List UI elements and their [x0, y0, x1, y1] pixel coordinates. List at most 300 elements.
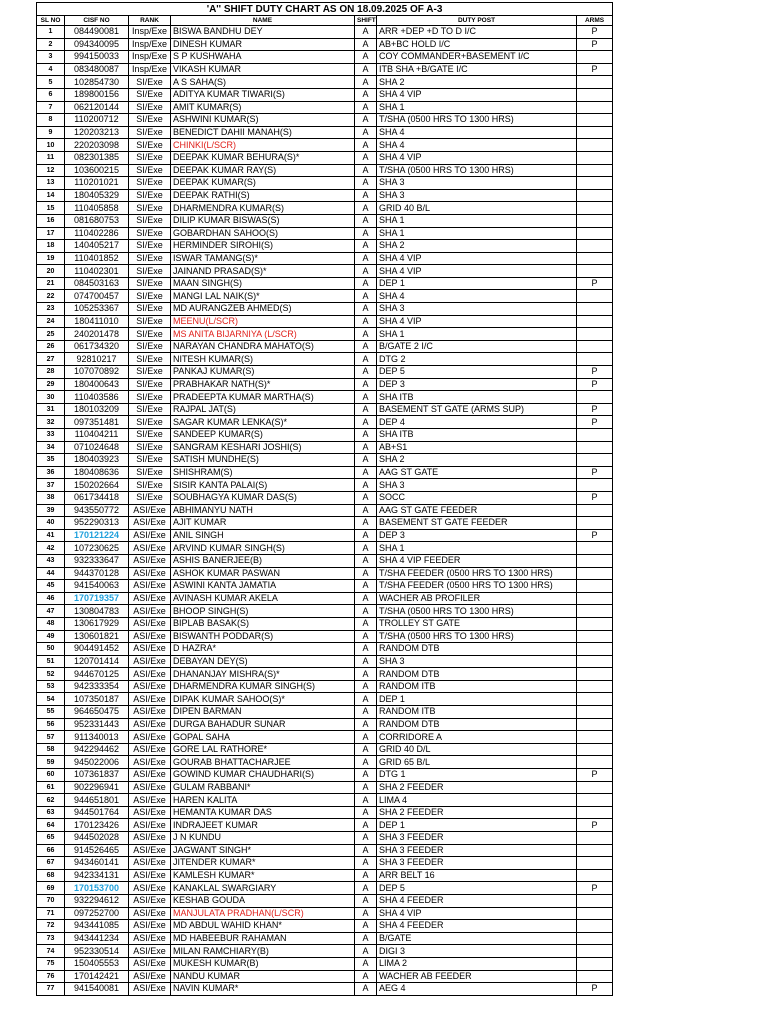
sl-no-cell: 19 — [37, 252, 65, 265]
rank-cell: ASI/Exe — [129, 605, 171, 618]
chart-title: 'A'' SHIFT DUTY CHART AS ON 18.09.2025 OF A-3 — [37, 3, 613, 16]
table-row — [37, 529, 613, 542]
shift-cell: A — [355, 328, 377, 341]
rank-cell: ASI/Exe — [129, 580, 171, 593]
arms-cell — [577, 290, 613, 303]
name-cell: DEBAYAN DEY(S) — [171, 655, 355, 668]
sl-no-cell: 52 — [37, 668, 65, 681]
cisf-no-cell: 942334131 — [65, 869, 129, 882]
sl-no-cell: 48 — [37, 617, 65, 630]
name-cell: SANGRAM KESHARI JOSHI(S) — [171, 441, 355, 454]
duty-post-cell: WACHER AB PROFILER — [377, 592, 577, 605]
rank-cell: ASI/Exe — [129, 932, 171, 945]
sl-no-cell: 74 — [37, 945, 65, 958]
table-row — [37, 454, 613, 467]
duty-post-cell: T/SHA (0500 HRS TO 1300 HRS) — [377, 605, 577, 618]
rank-cell: SI/Exe — [129, 303, 171, 316]
sl-no-cell: 11 — [37, 151, 65, 164]
header-arms: ARMS — [577, 16, 613, 26]
shift-cell: A — [355, 706, 377, 719]
table-row — [37, 932, 613, 945]
rank-cell: ASI/Exe — [129, 819, 171, 832]
table-row — [37, 718, 613, 731]
shift-cell: A — [355, 668, 377, 681]
rank-cell: SI/Exe — [129, 340, 171, 353]
duty-post-cell: TROLLEY ST GATE — [377, 617, 577, 630]
sl-no-cell: 51 — [37, 655, 65, 668]
sl-no-cell: 44 — [37, 567, 65, 580]
arms-cell — [577, 479, 613, 492]
cisf-no-cell: 240201478 — [65, 328, 129, 341]
arms-cell — [577, 894, 613, 907]
name-cell: GULAM RABBANI* — [171, 781, 355, 794]
duty-post-cell: SHA ITB — [377, 429, 577, 442]
duty-post-cell: AEG 4 — [377, 983, 577, 996]
duty-post-cell: SHA 4 FEEDER — [377, 920, 577, 933]
name-cell: ABHIMANYU NATH — [171, 504, 355, 517]
arms-cell — [577, 920, 613, 933]
shift-cell: A — [355, 202, 377, 215]
table-row — [37, 794, 613, 807]
duty-post-cell: SHA 4 FEEDER — [377, 894, 577, 907]
arms-cell — [577, 970, 613, 983]
cisf-no-cell: 942333354 — [65, 680, 129, 693]
shift-cell: A — [355, 366, 377, 379]
shift-cell: A — [355, 240, 377, 253]
arms-cell — [577, 781, 613, 794]
name-cell: ASHOK KUMAR PASWAN — [171, 567, 355, 580]
sl-no-cell: 40 — [37, 517, 65, 530]
shift-cell: A — [355, 655, 377, 668]
duty-post-cell: DEP 3 — [377, 529, 577, 542]
arms-cell: P — [577, 63, 613, 76]
sl-no-cell: 57 — [37, 731, 65, 744]
rank-cell: ASI/Exe — [129, 554, 171, 567]
shift-cell: A — [355, 932, 377, 945]
rank-cell: ASI/Exe — [129, 567, 171, 580]
duty-post-cell: RANDOM ITB — [377, 706, 577, 719]
sl-no-cell: 21 — [37, 277, 65, 290]
header-shift: SHIFT — [355, 16, 377, 26]
rank-cell: ASI/Exe — [129, 769, 171, 782]
name-cell: HAREN KALITA — [171, 794, 355, 807]
duty-post-cell: ARR BELT 16 — [377, 869, 577, 882]
rank-cell: SI/Exe — [129, 189, 171, 202]
arms-cell: P — [577, 378, 613, 391]
shift-cell: A — [355, 416, 377, 429]
duty-post-cell: SHA 3 FEEDER — [377, 832, 577, 845]
cisf-no-cell: 105253367 — [65, 303, 129, 316]
arms-cell — [577, 605, 613, 618]
sl-no-cell: 1 — [37, 26, 65, 39]
duty-post-cell: SHA 4 VIP — [377, 907, 577, 920]
arms-cell — [577, 668, 613, 681]
duty-post-cell: SHA 4 VIP — [377, 88, 577, 101]
shift-cell: A — [355, 252, 377, 265]
sl-no-cell: 55 — [37, 706, 65, 719]
cisf-no-cell: 110403586 — [65, 391, 129, 404]
arms-cell — [577, 718, 613, 731]
rank-cell: SI/Exe — [129, 416, 171, 429]
duty-post-cell: DTG 2 — [377, 353, 577, 366]
arms-cell — [577, 101, 613, 114]
arms-cell — [577, 517, 613, 530]
duty-post-cell: SHA 4 — [377, 290, 577, 303]
table-row — [37, 76, 613, 89]
rank-cell: SI/Exe — [129, 403, 171, 416]
name-cell: ADITYA KUMAR TIWARI(S) — [171, 88, 355, 101]
name-cell: PRABHAKAR NATH(S)* — [171, 378, 355, 391]
rank-cell: SI/Exe — [129, 441, 171, 454]
arms-cell — [577, 315, 613, 328]
shift-cell: A — [355, 441, 377, 454]
shift-cell: A — [355, 51, 377, 64]
table-row — [37, 693, 613, 706]
sl-no-cell: 36 — [37, 466, 65, 479]
shift-cell: A — [355, 794, 377, 807]
arms-cell — [577, 580, 613, 593]
sl-no-cell: 62 — [37, 794, 65, 807]
duty-post-cell: DEP 5 — [377, 366, 577, 379]
table-row — [37, 970, 613, 983]
name-cell: MEENU(L/SCR) — [171, 315, 355, 328]
rank-cell: ASI/Exe — [129, 630, 171, 643]
arms-cell — [577, 202, 613, 215]
sl-no-cell: 22 — [37, 290, 65, 303]
shift-cell: A — [355, 592, 377, 605]
table-row — [37, 214, 613, 227]
cisf-no-cell: 944651801 — [65, 794, 129, 807]
rank-cell: SI/Exe — [129, 366, 171, 379]
shift-cell: A — [355, 214, 377, 227]
duty-post-cell: SHA 3 — [377, 189, 577, 202]
arms-cell — [577, 832, 613, 845]
table-row — [37, 819, 613, 832]
duty-post-cell: SHA 2 FEEDER — [377, 806, 577, 819]
arms-cell — [577, 567, 613, 580]
sl-no-cell: 31 — [37, 403, 65, 416]
duty-post-cell: T/SHA (0500 HRS TO 1300 HRS) — [377, 630, 577, 643]
duty-post-cell: SHA 3 — [377, 655, 577, 668]
sl-no-cell: 60 — [37, 769, 65, 782]
arms-cell — [577, 617, 613, 630]
name-cell: DINESH KUMAR — [171, 38, 355, 51]
rank-cell: SI/Exe — [129, 378, 171, 391]
arms-cell: P — [577, 983, 613, 996]
arms-cell — [577, 88, 613, 101]
sl-no-cell: 25 — [37, 328, 65, 341]
name-cell: D HAZRA* — [171, 643, 355, 656]
shift-cell: A — [355, 88, 377, 101]
duty-post-cell: SOCC — [377, 491, 577, 504]
rank-cell: SI/Exe — [129, 101, 171, 114]
rank-cell: ASI/Exe — [129, 781, 171, 794]
rank-cell: Insp/Exe — [129, 26, 171, 39]
shift-cell: A — [355, 567, 377, 580]
arms-cell: P — [577, 819, 613, 832]
table-row — [37, 668, 613, 681]
table-row — [37, 920, 613, 933]
cisf-no-cell: 110401852 — [65, 252, 129, 265]
arms-cell — [577, 340, 613, 353]
arms-cell — [577, 328, 613, 341]
duty-post-cell: SHA 1 — [377, 542, 577, 555]
arms-cell — [577, 252, 613, 265]
sl-no-cell: 20 — [37, 265, 65, 278]
name-cell: BISWA BANDHU DEY — [171, 26, 355, 39]
sl-no-cell: 54 — [37, 693, 65, 706]
shift-cell: A — [355, 945, 377, 958]
cisf-no-cell: 911340013 — [65, 731, 129, 744]
cisf-no-cell: 932333647 — [65, 554, 129, 567]
name-cell: MS ANITA BIJARNIYA (L/SCR) — [171, 328, 355, 341]
sl-no-cell: 66 — [37, 844, 65, 857]
cisf-no-cell: 061734418 — [65, 491, 129, 504]
table-row — [37, 743, 613, 756]
shift-cell: A — [355, 693, 377, 706]
table-row — [37, 227, 613, 240]
sl-no-cell: 14 — [37, 189, 65, 202]
cisf-no-cell: 097252700 — [65, 907, 129, 920]
rank-cell: SI/Exe — [129, 315, 171, 328]
shift-cell: A — [355, 907, 377, 920]
shift-cell: A — [355, 756, 377, 769]
name-cell: JAGWANT SINGH* — [171, 844, 355, 857]
name-cell: GORE LAL RATHORE* — [171, 743, 355, 756]
name-cell: BISWANTH PODDAR(S) — [171, 630, 355, 643]
cisf-no-cell: 170153700 — [65, 882, 129, 895]
arms-cell: P — [577, 769, 613, 782]
arms-cell — [577, 680, 613, 693]
rank-cell: SI/Exe — [129, 164, 171, 177]
cisf-no-cell: 944502028 — [65, 832, 129, 845]
cisf-no-cell: 941540081 — [65, 983, 129, 996]
table-row — [37, 466, 613, 479]
name-cell: AJIT KUMAR — [171, 517, 355, 530]
cisf-no-cell: 942294462 — [65, 743, 129, 756]
sl-no-cell: 18 — [37, 240, 65, 253]
shift-cell: A — [355, 617, 377, 630]
rank-cell: ASI/Exe — [129, 869, 171, 882]
shift-cell: A — [355, 781, 377, 794]
rank-cell: SI/Exe — [129, 126, 171, 139]
rank-cell: SI/Exe — [129, 277, 171, 290]
shift-cell: A — [355, 504, 377, 517]
arms-cell — [577, 504, 613, 517]
cisf-no-cell: 081680753 — [65, 214, 129, 227]
table-row — [37, 756, 613, 769]
table-row — [37, 706, 613, 719]
sl-no-cell: 12 — [37, 164, 65, 177]
sl-no-cell: 38 — [37, 491, 65, 504]
duty-post-cell: SHA 3 FEEDER — [377, 857, 577, 870]
sl-no-cell: 29 — [37, 378, 65, 391]
duty-post-cell: RANDOM DTB — [377, 668, 577, 681]
duty-post-cell: SHA ITB — [377, 391, 577, 404]
duty-post-cell: SHA 4 VIP — [377, 265, 577, 278]
name-cell: J N KUNDU — [171, 832, 355, 845]
shift-cell: A — [355, 227, 377, 240]
rank-cell: SI/Exe — [129, 466, 171, 479]
shift-cell: A — [355, 290, 377, 303]
sl-no-cell: 8 — [37, 114, 65, 127]
name-cell: MANJULATA PRADHAN(L/SCR) — [171, 907, 355, 920]
cisf-no-cell: 082301385 — [65, 151, 129, 164]
name-cell: JAINAND PRASAD(S)* — [171, 265, 355, 278]
name-cell: HEMANTA KUMAR DAS — [171, 806, 355, 819]
arms-cell — [577, 151, 613, 164]
name-cell: DEEPAK KUMAR(S) — [171, 177, 355, 190]
rank-cell: ASI/Exe — [129, 894, 171, 907]
rank-cell: ASI/Exe — [129, 517, 171, 530]
cisf-no-cell: 103600215 — [65, 164, 129, 177]
arms-cell: P — [577, 38, 613, 51]
sl-no-cell: 56 — [37, 718, 65, 731]
sl-no-cell: 71 — [37, 907, 65, 920]
name-cell: MANGI LAL NAIK(S)* — [171, 290, 355, 303]
sl-no-cell: 27 — [37, 353, 65, 366]
rank-cell: ASI/Exe — [129, 617, 171, 630]
arms-cell: P — [577, 416, 613, 429]
table-row — [37, 340, 613, 353]
table-row — [37, 403, 613, 416]
table-row — [37, 391, 613, 404]
arms-cell — [577, 542, 613, 555]
cisf-no-cell: 107230625 — [65, 542, 129, 555]
rank-cell: ASI/Exe — [129, 529, 171, 542]
shift-cell: A — [355, 832, 377, 845]
sl-no-cell: 28 — [37, 366, 65, 379]
shift-cell: A — [355, 378, 377, 391]
cisf-no-cell: 914526465 — [65, 844, 129, 857]
rank-cell: SI/Exe — [129, 479, 171, 492]
cisf-no-cell: 180400643 — [65, 378, 129, 391]
name-cell: KANAKLAL SWARGIARY — [171, 882, 355, 895]
shift-cell: A — [355, 466, 377, 479]
shift-cell: A — [355, 957, 377, 970]
duty-chart-table — [36, 2, 613, 996]
table-row — [37, 957, 613, 970]
name-cell: DILIP KUMAR BISWAS(S) — [171, 214, 355, 227]
name-cell: NANDU KUMAR — [171, 970, 355, 983]
cisf-no-cell: 130617929 — [65, 617, 129, 630]
rank-cell: SI/Exe — [129, 290, 171, 303]
duty-post-cell: LIMA 2 — [377, 957, 577, 970]
table-row — [37, 781, 613, 794]
duty-post-cell: SHA 2 — [377, 454, 577, 467]
name-cell: DIPAK KUMAR SAHOO(S)* — [171, 693, 355, 706]
sl-no-cell: 6 — [37, 88, 65, 101]
shift-cell: A — [355, 114, 377, 127]
shift-cell: A — [355, 529, 377, 542]
shift-cell: A — [355, 454, 377, 467]
duty-post-cell: AB+S1 — [377, 441, 577, 454]
sl-no-cell: 9 — [37, 126, 65, 139]
table-row — [37, 655, 613, 668]
arms-cell — [577, 164, 613, 177]
shift-cell: A — [355, 743, 377, 756]
shift-cell: A — [355, 844, 377, 857]
arms-cell — [577, 454, 613, 467]
arms-cell — [577, 303, 613, 316]
arms-cell — [577, 706, 613, 719]
duty-post-cell: DEP 1 — [377, 693, 577, 706]
rank-cell: SI/Exe — [129, 139, 171, 152]
rank-cell: ASI/Exe — [129, 693, 171, 706]
cisf-no-cell: 943441234 — [65, 932, 129, 945]
sl-no-cell: 33 — [37, 429, 65, 442]
arms-cell — [577, 693, 613, 706]
arms-cell: P — [577, 26, 613, 39]
header-rank: RANK — [129, 16, 171, 26]
duty-post-cell: BASEMENT ST GATE (ARMS SUP) — [377, 403, 577, 416]
table-row — [37, 240, 613, 253]
duty-post-cell: AAG ST GATE FEEDER — [377, 504, 577, 517]
shift-cell: A — [355, 151, 377, 164]
rank-cell: SI/Exe — [129, 114, 171, 127]
cisf-no-cell: 941540063 — [65, 580, 129, 593]
cisf-no-cell: 107350187 — [65, 693, 129, 706]
table-row — [37, 265, 613, 278]
table-row — [37, 554, 613, 567]
shift-cell: A — [355, 731, 377, 744]
cisf-no-cell: 110200712 — [65, 114, 129, 127]
cisf-no-cell: 944501764 — [65, 806, 129, 819]
arms-cell — [577, 554, 613, 567]
cisf-no-cell: 061734320 — [65, 340, 129, 353]
name-cell: MUKESH KUMAR(B) — [171, 957, 355, 970]
shift-cell: A — [355, 605, 377, 618]
arms-cell — [577, 932, 613, 945]
sl-no-cell: 7 — [37, 101, 65, 114]
arms-cell: P — [577, 491, 613, 504]
table-row — [37, 378, 613, 391]
duty-post-cell: SHA 4 VIP FEEDER — [377, 554, 577, 567]
table-row — [37, 114, 613, 127]
cisf-no-cell: 944370128 — [65, 567, 129, 580]
rank-cell: ASI/Exe — [129, 945, 171, 958]
cisf-no-cell: 92810217 — [65, 353, 129, 366]
table-row — [37, 643, 613, 656]
rank-cell: ASI/Exe — [129, 706, 171, 719]
table-row — [37, 63, 613, 76]
cisf-no-cell: 964650475 — [65, 706, 129, 719]
duty-post-cell: T/SHA FEEDER (0500 HRS TO 1300 HRS) — [377, 567, 577, 580]
name-cell: MD ABDUL WAHID KHAN* — [171, 920, 355, 933]
duty-post-cell: DIGI 3 — [377, 945, 577, 958]
name-cell: MAAN SINGH(S) — [171, 277, 355, 290]
table-row — [37, 88, 613, 101]
table-row — [37, 869, 613, 882]
cisf-no-cell: 220203098 — [65, 139, 129, 152]
rank-cell: SI/Exe — [129, 202, 171, 215]
table-row — [37, 126, 613, 139]
arms-cell — [577, 592, 613, 605]
name-cell: KESHAB GOUDA — [171, 894, 355, 907]
duty-post-cell: AAG ST GATE — [377, 466, 577, 479]
sl-no-cell: 13 — [37, 177, 65, 190]
sl-no-cell: 45 — [37, 580, 65, 593]
table-row — [37, 101, 613, 114]
name-cell: A S SAHA(S) — [171, 76, 355, 89]
duty-post-cell: DEP 4 — [377, 416, 577, 429]
rank-cell: ASI/Exe — [129, 731, 171, 744]
cisf-no-cell: 170123426 — [65, 819, 129, 832]
sl-no-cell: 47 — [37, 605, 65, 618]
cisf-no-cell: 120701414 — [65, 655, 129, 668]
duty-post-cell: SHA 2 — [377, 76, 577, 89]
rank-cell: ASI/Exe — [129, 718, 171, 731]
